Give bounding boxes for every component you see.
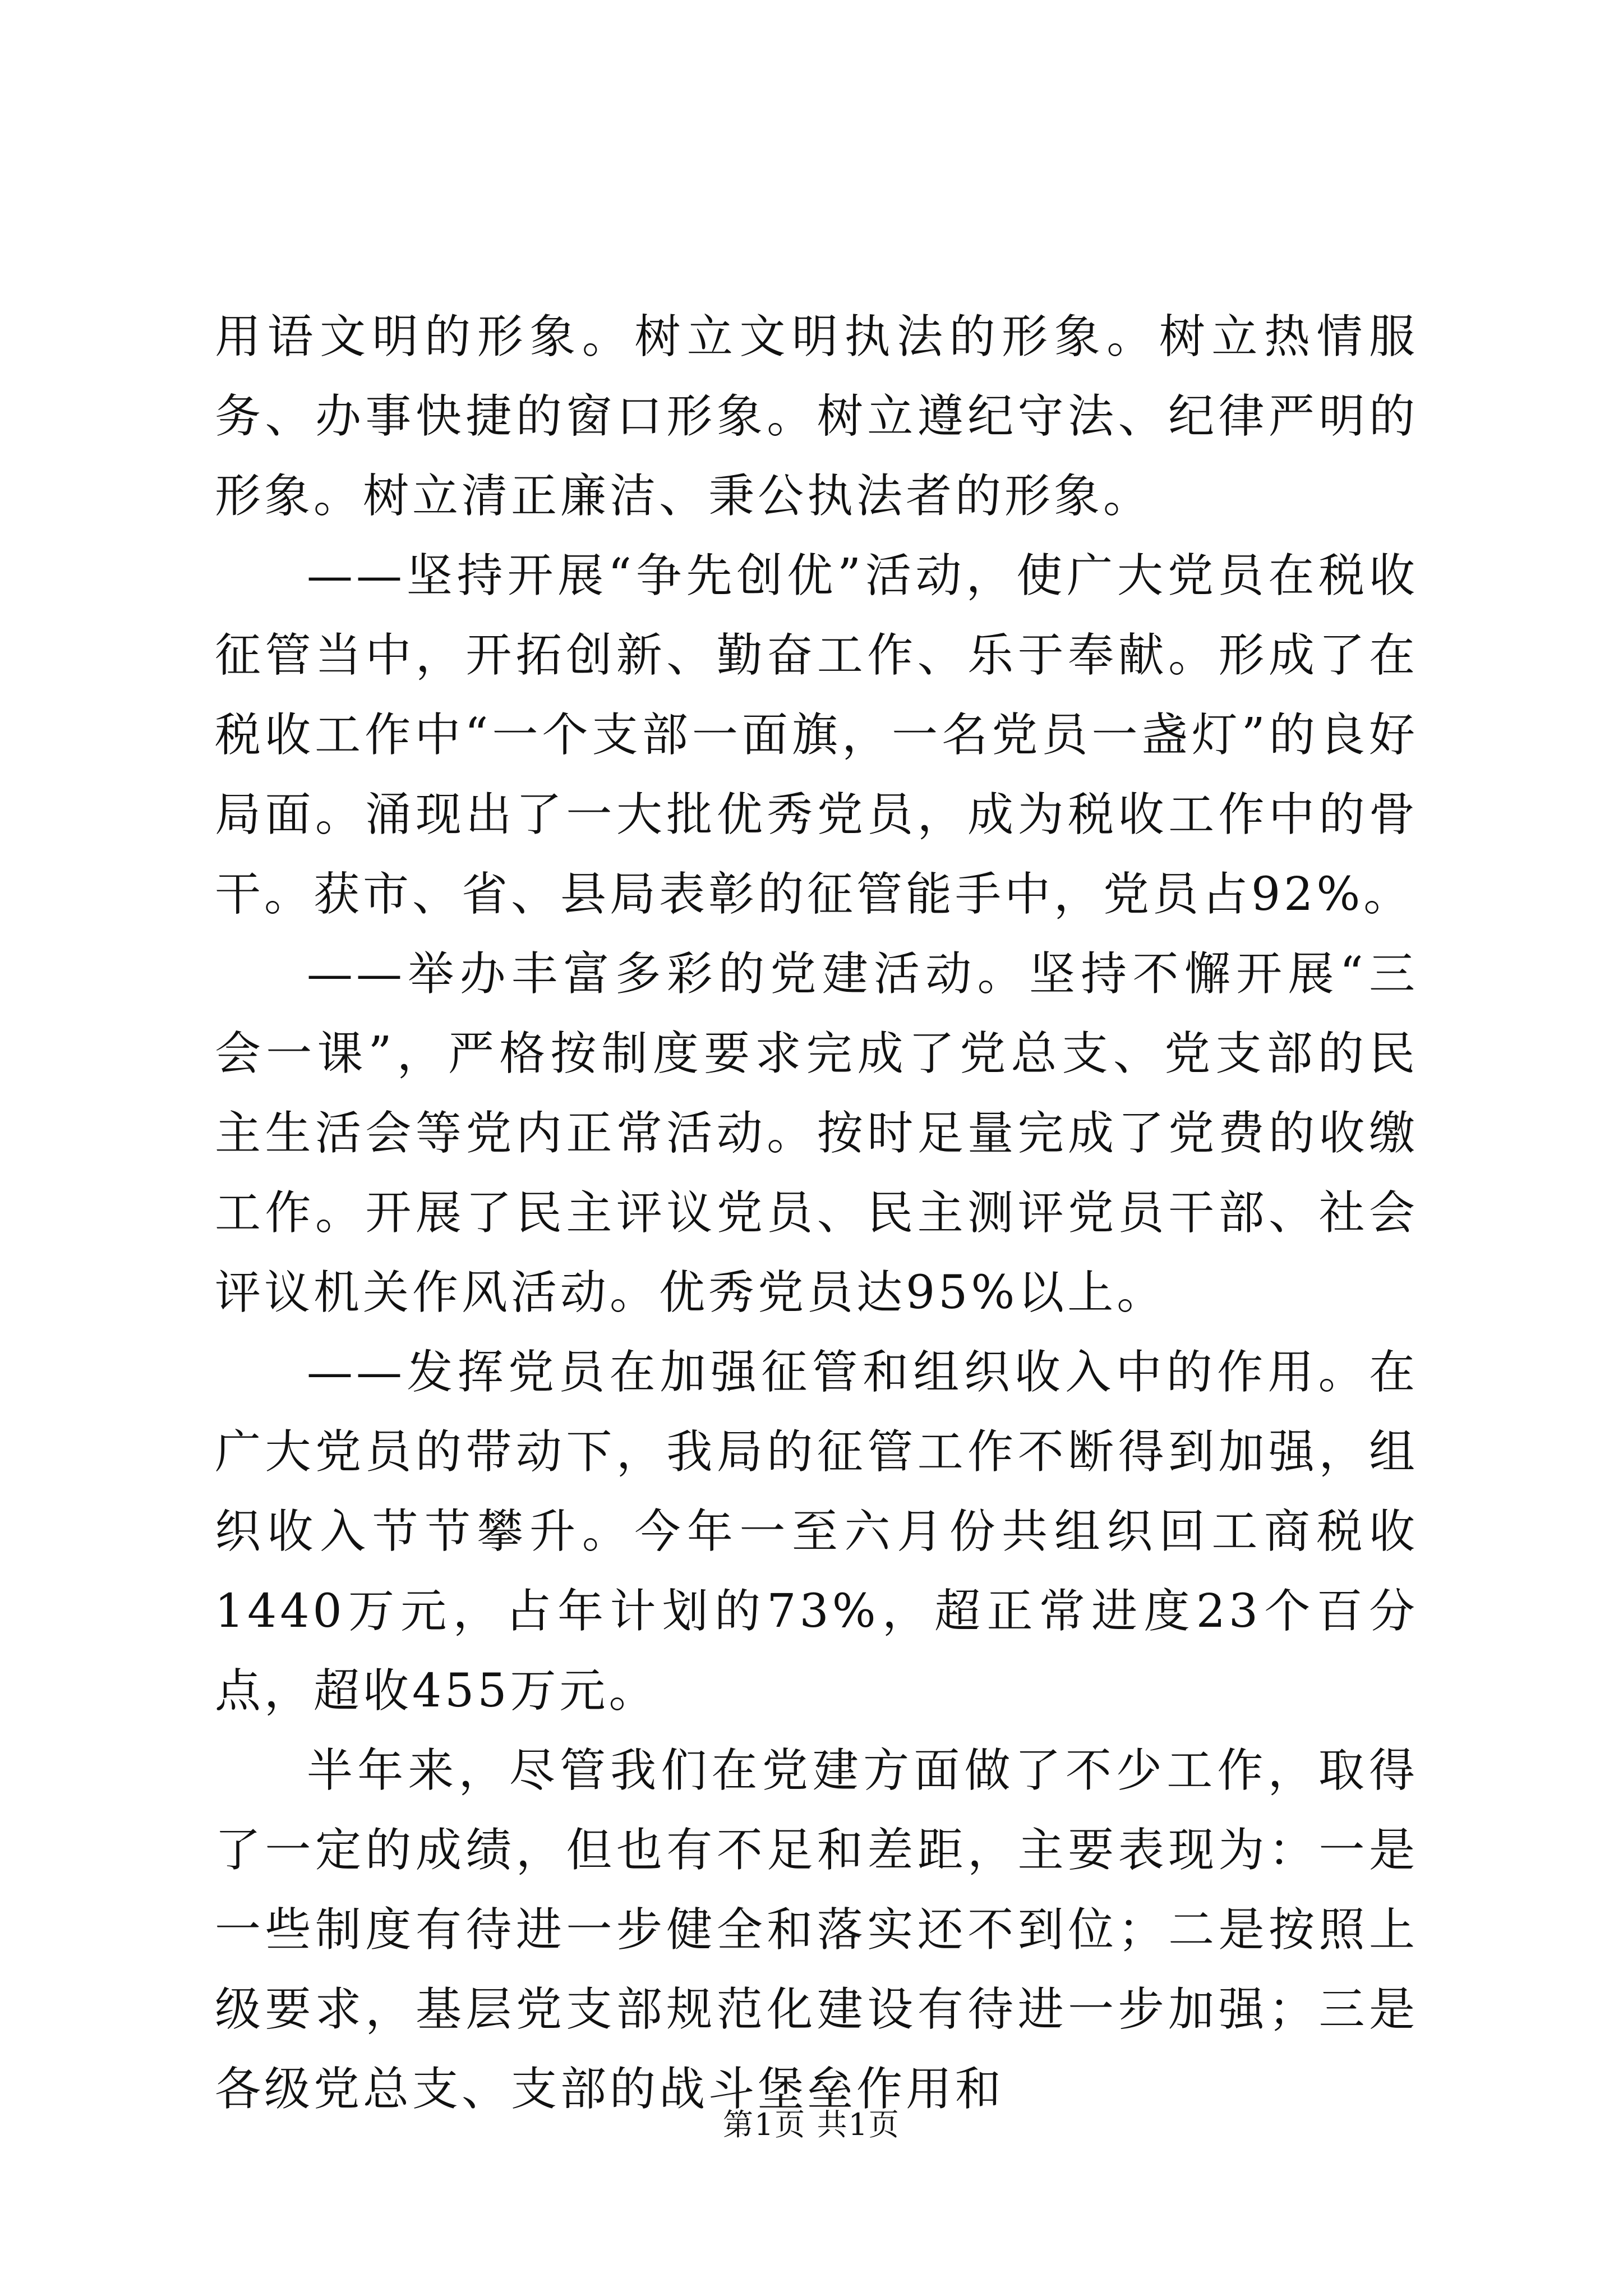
paragraph-continuation: 用语文明的形象。树立文明执法的形象。树立热情服务、办事快捷的窗口形象。树立遵纪守法、纪律严明的形象。树立清正廉洁、秉公执法者的形象。	[215, 310, 1418, 523]
page-number-footer: 第1页 共1页	[723, 2107, 900, 2142]
paragraph-party-activities: ——举办丰富多彩的党建活动。坚持不懈开展“三会一课”，严格按制度要求完成了党总支、党支部的民主生活会等党内正常活动。按时足量完成了党费的收缴工作。开展了民主评议党员、民主测评党员干部、社会评议机关作风活动。优秀党员达95%以上。	[215, 947, 1418, 1319]
paragraph-shortcomings: 半年来，尽管我们在党建方面做了不少工作，取得了一定的成绩，但也有不足和差距，主要表现为：一是一些制度有待进一步健全和落实还不到位；二是按照上级要求，基层党支部规范化建设有待进一步加强；三是各级党总支、支部的战斗堡垒作用和	[215, 1744, 1418, 2116]
paragraph-tax-collection: ——发挥党员在加强征管和组织收入中的作用。在广大党员的带动下，我局的征管工作不断得到加强，组织收入节节攀升。今年一至六月份共组织回工商税收1440万元，占年计划的73%，超正常进度23个百分点，超收455万元。	[215, 1346, 1418, 1718]
paragraph-competition-activity: ——坚持开展“争先创优”活动，使广大党员在税收征管当中，开拓创新、勤奋工作、乐于奉献。形成了在税收工作中“一个支部一面旗，一名党员一盏灯”的良好局面。涌现出了一大批优秀党员，成为税收工作中的骨干。获市、省、县局表彰的征管能手中，党员占92%。	[215, 549, 1418, 921]
document-body	[215, 297, 1418, 2129]
